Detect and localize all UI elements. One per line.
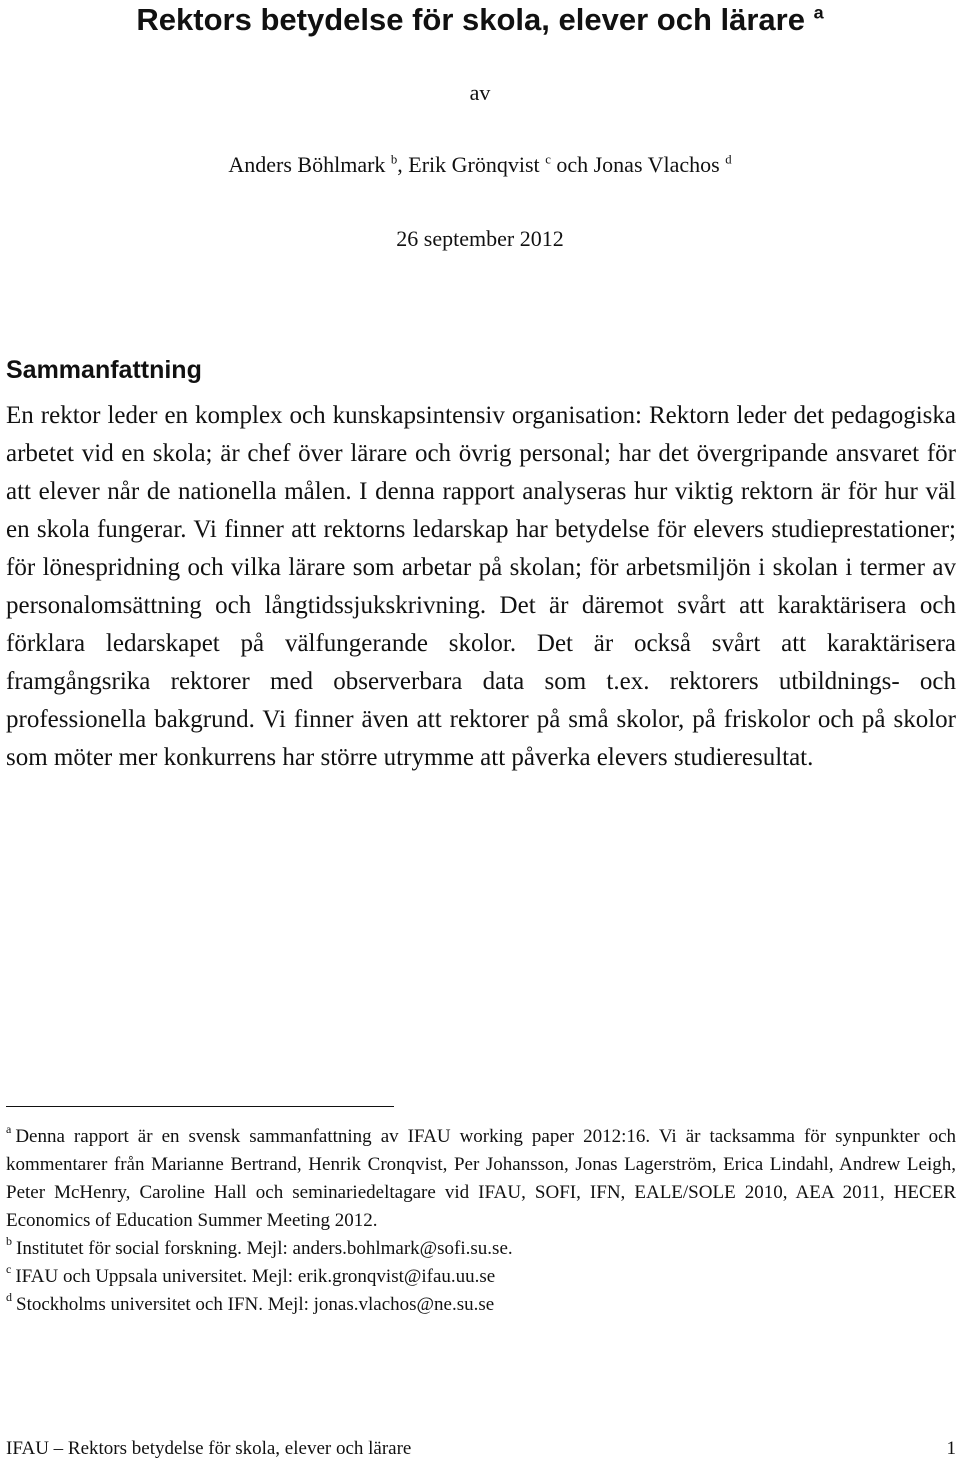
summary-heading: Sammanfattning (6, 356, 202, 384)
page-number: 1 (946, 1438, 956, 1459)
footnote-text: Stockholms universitet och IFN. Mejl: jonas.vlachos@ne.su.se (16, 1294, 495, 1315)
author-name: Anders Böhlmark (228, 152, 386, 177)
byline-av: av (469, 80, 491, 105)
page-footer (6, 1438, 956, 1460)
summary-text: En rektor leder en komplex och kunskapsintensiv organisation: Rektorn leder det pedagogiska arbetet vid en skola; är chef över lärare och övrig personal; har det övergripande ansvaret för att elever når de nationella målen. I denna rapport analyseras hur viktig rektorn är för hur väl en skola fungerar. Vi finner att rektorns ledarskap har betydelse för elevers studieprestationer; för lönespridning och vilka lärare som arbetar på skolan; för arbetsmiljön i skolan i termer av personalomsättning och långtidssjukskrivning. Det är däremot svårt att karaktärisera och förklara ledarskapet på välfungerande skolor. Det är också svårt att karaktärisera framgångsrika rektorer med observerbara data som t.ex. rektorers utbildnings- och professionella bakgrund. Vi finner även att rektorer på små skolor, på friskolor och på skolor som möter mer konkurrens har större utrymme att påverka elevers studieresultat. (6, 402, 956, 771)
author-footnote-mark: b (390, 152, 398, 167)
paper-title (0, 0, 960, 40)
footnote (6, 1291, 956, 1319)
footnote (6, 1263, 956, 1291)
footnote-mark: d (6, 1290, 12, 1304)
footnote-mark: a (6, 1122, 12, 1136)
author-separator: och (550, 152, 594, 177)
author-list (0, 152, 960, 178)
footnote (6, 1235, 956, 1263)
paper-title-text: Rektors betydelse för skola, elever och lärare (136, 2, 805, 37)
author-footnote-mark: d (725, 152, 732, 167)
footnote-mark: c (6, 1262, 12, 1276)
publication-date: 26 september 2012 (396, 226, 564, 251)
footnote-text: Institutet för social forskning. Mejl: anders.bohlmark@sofi.su.se. (16, 1238, 513, 1259)
footnote-text: IFAU och Uppsala universitet. Mejl: erik.gronqvist@ifau.uu.se (15, 1266, 496, 1287)
author-footnote-mark: c (545, 152, 551, 167)
footnotes (6, 1123, 956, 1319)
footnote-mark: b (6, 1234, 12, 1248)
author-name: Erik Grönqvist (408, 152, 540, 177)
title-footnote-mark: a (813, 2, 824, 23)
author-name: Jonas Vlachos (593, 152, 720, 177)
footnote (6, 1123, 956, 1235)
footnote-divider (6, 1106, 394, 1107)
footnote-text: Denna rapport är en svensk sammanfattning av IFAU working paper 2012:16. Vi är tacksamma för synpunkter och kommentarer från Marianne Bertrand, Henrik Cronqvist, Per Johansson, Jonas Lagerström, Erica Lindahl, Andrew Leigh, Peter McHenry, Caroline Hall och seminariedeltagare vid IFAU, SOFI, IFN, EALE/SOLE 2010, AEA 2011, HECER Economics of Education Summer Meeting 2012. (6, 1126, 956, 1231)
running-title: IFAU – Rektors betydelse för skola, elever och lärare (6, 1438, 412, 1459)
author-separator: , (397, 152, 409, 177)
